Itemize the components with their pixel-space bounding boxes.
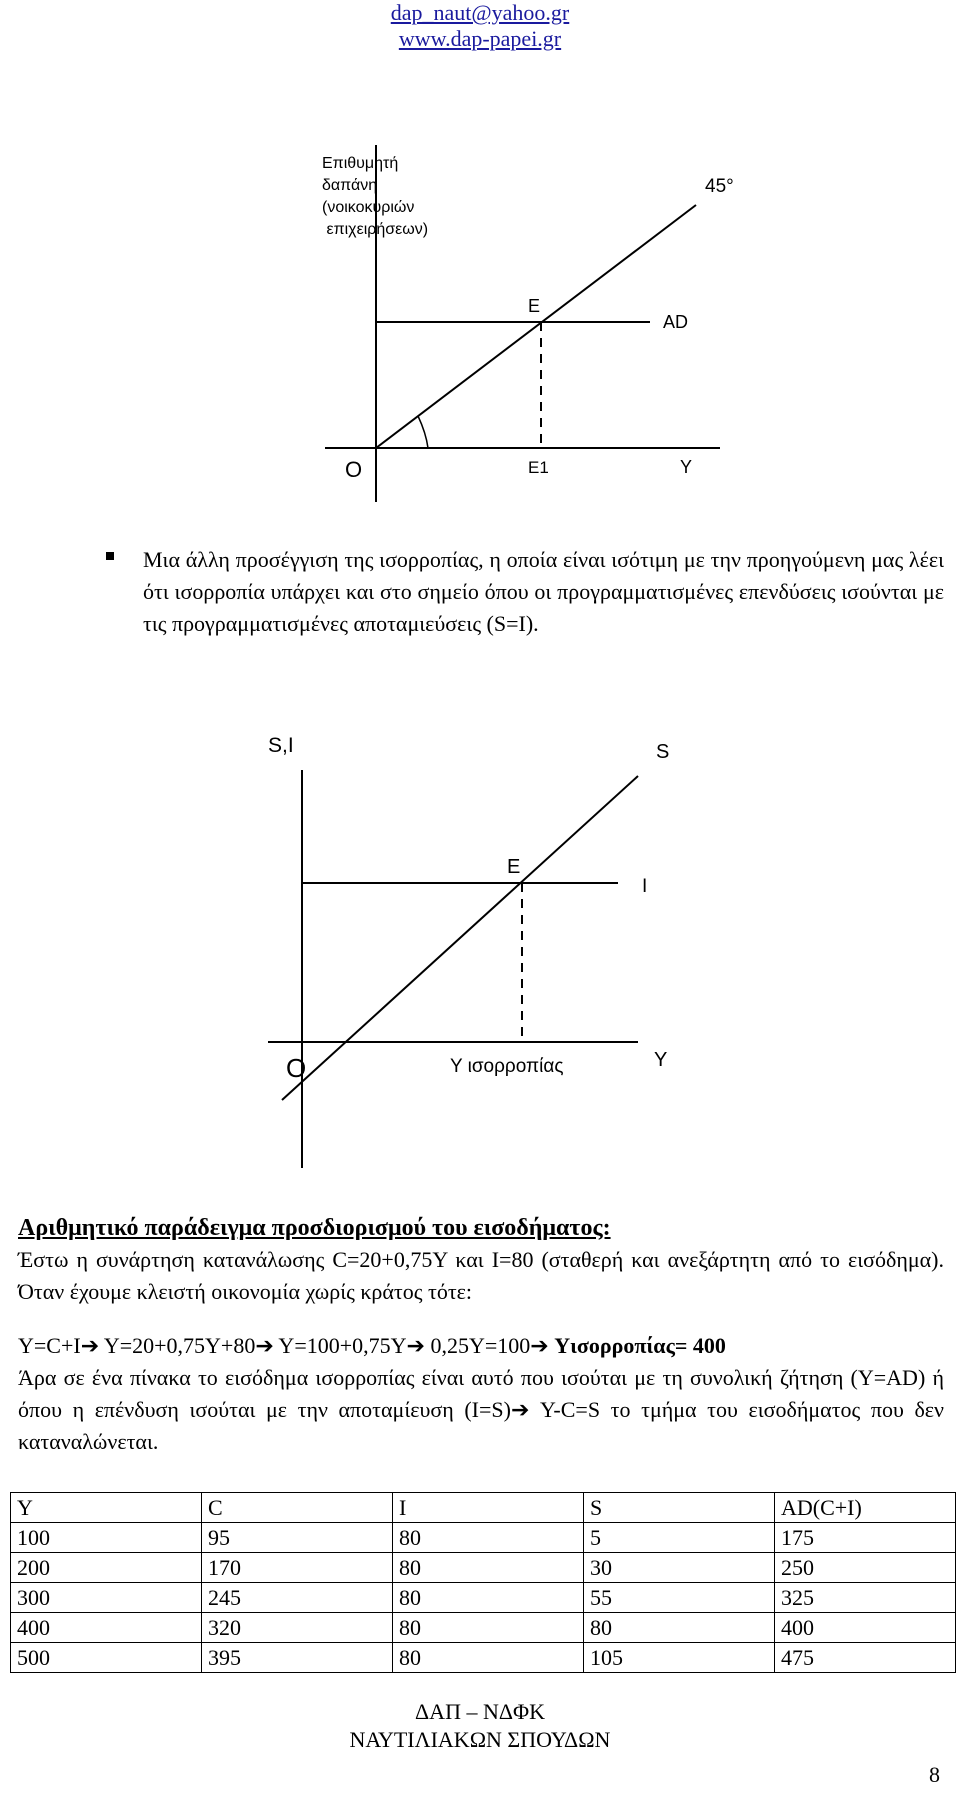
- table-cell: 400: [775, 1613, 956, 1643]
- fig1-ylabel-line-3: (νοικοκυριών: [322, 199, 415, 216]
- table-cell: 105: [584, 1643, 775, 1673]
- fig2-s-label: S: [656, 741, 670, 763]
- table-cell: 325: [775, 1583, 956, 1613]
- fig1-ylabel-line-2: δαπάνη: [322, 177, 378, 194]
- section-heading: Αριθμητικό παράδειγμα προσδιορισμού του εισοδήματος:: [18, 1215, 611, 1241]
- table-header-row: [11, 1493, 956, 1523]
- fig2-i-label: I: [642, 876, 648, 897]
- page-footer: [0, 1698, 960, 1754]
- fig1-ylabel-line-1: Επιθυμητή: [322, 155, 399, 172]
- table-cell: 80: [393, 1583, 584, 1613]
- table-cell: 320: [202, 1613, 393, 1643]
- table-cell: 400: [11, 1613, 202, 1643]
- s-line: [282, 776, 638, 1100]
- table-row: [11, 1583, 956, 1613]
- intro-text: Έστω η συνάρτηση κατανάλωσης C=20+0,75Y και I=80 (σταθερή και ανεξάρτητη από το εισόδημα). Όταν έχουμε κλειστή οικονομία χωρίς κράτος τότε:: [18, 1247, 944, 1304]
- fig1-y-label: Y: [680, 457, 693, 477]
- figure-s-i-diagram: [260, 730, 700, 1175]
- table-row: [11, 1553, 956, 1583]
- fig2-y-equilibrium-label: Y ισορροπίας: [450, 1056, 564, 1077]
- table-cell: 245: [202, 1583, 393, 1613]
- table-cell: 80: [584, 1613, 775, 1643]
- numeric-example-section: [18, 1212, 944, 1458]
- table-row: [11, 1523, 956, 1553]
- table-cell: 300: [11, 1583, 202, 1613]
- header-cell: C: [202, 1493, 393, 1523]
- table-cell: 170: [202, 1553, 393, 1583]
- website-link[interactable]: www.dap-papei.gr: [398, 26, 562, 51]
- fig2-si-label: S,I: [268, 734, 294, 757]
- table-cell: 30: [584, 1553, 775, 1583]
- header-cell: AD(C+I): [775, 1493, 956, 1523]
- bullet-text: Μια άλλη προσέγγιση της ισορροπίας, η οποία είναι ισότιμη με την προηγούμενη μας λέει ότι ισορροπία υπάρχει και στο σημείο όπου οι προγραμματισμένες επενδύσεις ισούνται με τις προγραμματισμένες αποταμιεύσεις (S=I).: [143, 547, 944, 636]
- fig1-e-label: E: [528, 296, 541, 316]
- table-cell: 80: [393, 1523, 584, 1553]
- header-cell: Y: [11, 1493, 202, 1523]
- equation-text: Y=C+I➔ Y=20+0,75Y+80➔ Y=100+0,75Y➔ 0,25Y=100➔: [18, 1333, 555, 1358]
- fig2-origin-label: O: [286, 1053, 307, 1083]
- table-cell: 395: [202, 1643, 393, 1673]
- fig2-y-label: Y: [654, 1049, 668, 1071]
- table-cell: 200: [11, 1553, 202, 1583]
- figure-45-degree-diagram: [300, 140, 760, 510]
- bullet-paragraph: [108, 544, 944, 640]
- table-cell: 475: [775, 1643, 956, 1673]
- page-number: 8: [929, 1762, 940, 1787]
- table-cell: 100: [11, 1523, 202, 1553]
- fig1-ylabel-line-4: επιχειρήσεων): [322, 221, 429, 238]
- table-cell: 95: [202, 1523, 393, 1553]
- table-cell: 175: [775, 1523, 956, 1553]
- footer-line-1: ΔΑΠ – ΝΔΦΚ: [415, 1699, 545, 1724]
- header-cell: I: [393, 1493, 584, 1523]
- table-row: [11, 1613, 956, 1643]
- fig1-e1-label: E1: [528, 458, 549, 477]
- table-cell: 80: [393, 1553, 584, 1583]
- table-cell: 250: [775, 1553, 956, 1583]
- fig1-45-label: 45°: [705, 176, 734, 197]
- page-header: [0, 0, 960, 52]
- fig1-origin-label: O: [345, 457, 363, 482]
- table-cell: 80: [393, 1613, 584, 1643]
- income-table: [10, 1492, 956, 1673]
- bullet-square-icon: [106, 552, 114, 560]
- table-cell: 80: [393, 1643, 584, 1673]
- angle-arc: [418, 416, 428, 448]
- conclusion-text: Άρα σε ένα πίνακα το εισόδημα ισορροπίας είναι αυτό που ισούται με τη συνολική ζήτηση (Y=AD) ή όπου η επένδυση ισούται με την αποταμίευση (I=S)➔ Y-C=S το τμήμα του εισοδήματος που δεν καταναλώνεται.: [18, 1365, 944, 1454]
- fig1-ad-label: AD: [663, 312, 689, 332]
- table-cell: 5: [584, 1523, 775, 1553]
- equation-line: [18, 1330, 944, 1362]
- fig2-e-label: E: [507, 856, 521, 878]
- income-table-body: [11, 1493, 956, 1673]
- table-row: [11, 1643, 956, 1673]
- table-cell: 55: [584, 1583, 775, 1613]
- email-link[interactable]: dap_naut@yahoo.gr: [390, 0, 570, 25]
- footer-line-2: ΝΑΥΤΙΛΙΑΚΩΝ ΣΠΟΥΔΩΝ: [349, 1727, 611, 1752]
- line-45-degree: [376, 205, 696, 448]
- table-cell: 500: [11, 1643, 202, 1673]
- equation-result: Yισορροπίας= 400: [554, 1333, 726, 1358]
- header-cell: S: [584, 1493, 775, 1523]
